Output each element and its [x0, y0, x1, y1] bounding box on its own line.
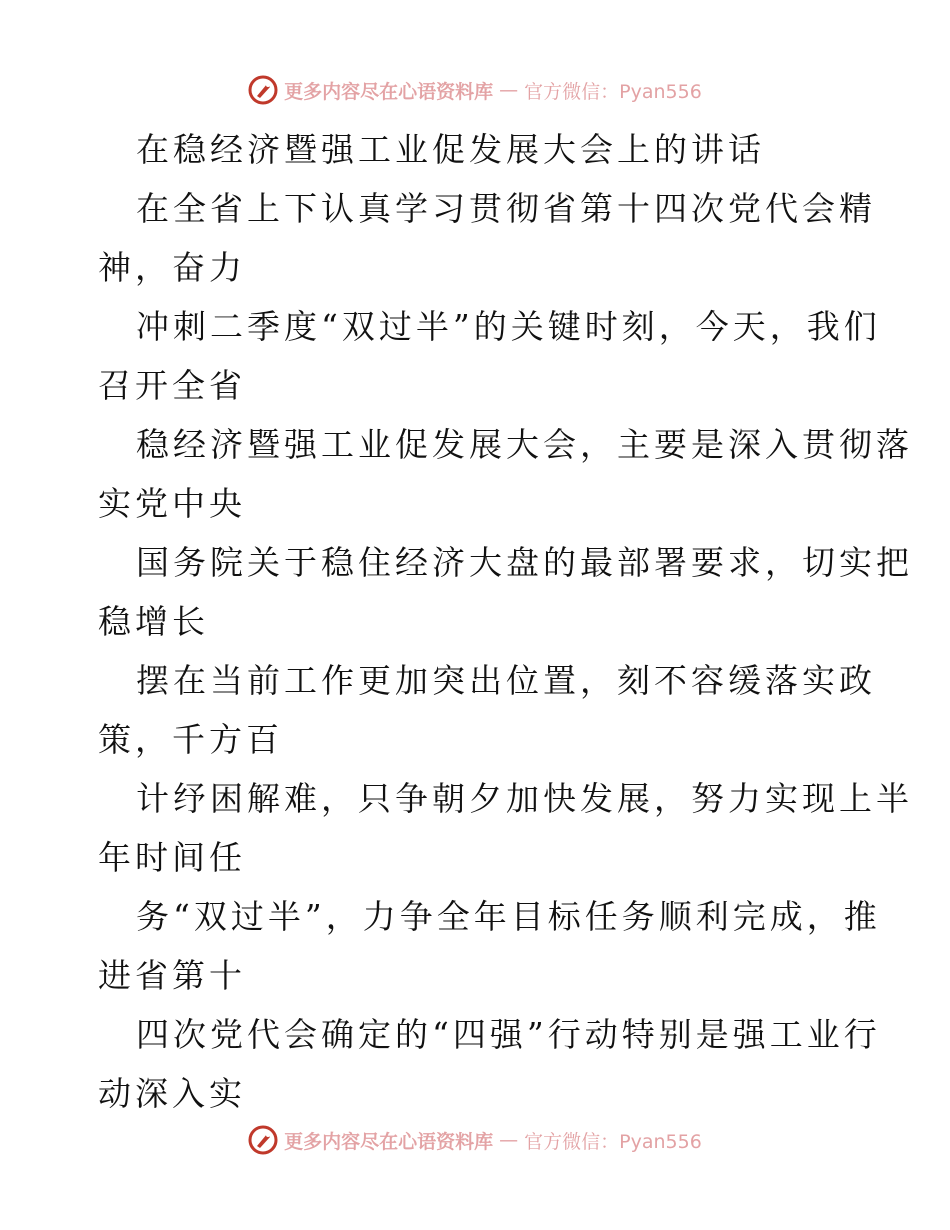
header-watermark: [0, 70, 950, 110]
document-title: 在稳经济暨强工业促发展大会上的讲话: [136, 130, 765, 169]
paragraph-line: 召开全省: [98, 366, 246, 405]
paragraph-line: 神，奋力: [98, 248, 246, 287]
watermark-separator: —: [499, 1129, 519, 1151]
paragraph-line: 动深入实: [98, 1074, 246, 1113]
watermark-wechat: 官方微信：Pyan556: [524, 80, 702, 103]
document-body: [98, 120, 913, 1123]
paragraph-line: 策，千方百: [98, 720, 283, 759]
paragraph-line: 务“双过半”，力争全年目标任务顺利完成，推: [136, 897, 881, 936]
watermark-text: 更多内容尽在心语资料库: [284, 80, 494, 103]
watermark-text: 更多内容尽在心语资料库: [284, 1130, 494, 1153]
paragraph-line: 在全省上下认真学习贯彻省第十四次党代会精: [136, 189, 876, 228]
paragraph-line: 稳经济暨强工业促发展大会，主要是深入贯彻落: [136, 425, 913, 464]
paragraph-line: 四次党代会确定的“四强”行动特别是强工业行: [136, 1015, 881, 1054]
paragraph-line: 国务院关于稳住经济大盘的最部署要求，切实把: [136, 543, 913, 582]
paragraph-line: 摆在当前工作更加突出位置，刻不容缓落实政: [136, 661, 876, 700]
pen-nib-logo-icon: [248, 75, 278, 105]
pen-nib-logo-icon: [248, 1125, 278, 1155]
paragraph-line: 进省第十: [98, 956, 246, 995]
watermark-wechat: 官方微信：Pyan556: [524, 1130, 702, 1153]
paragraph-line: 稳增长: [98, 602, 209, 641]
paragraph-line: 年时间任: [98, 838, 246, 877]
footer-watermark: [0, 1120, 950, 1160]
paragraph-line: 计纾困解难，只争朝夕加快发展，努力实现上半: [136, 779, 913, 818]
paragraph-line: 实党中央: [98, 484, 246, 523]
watermark-separator: —: [499, 79, 519, 101]
paragraph-line: 冲刺二季度“双过半”的关键时刻，今天，我们: [136, 307, 881, 346]
